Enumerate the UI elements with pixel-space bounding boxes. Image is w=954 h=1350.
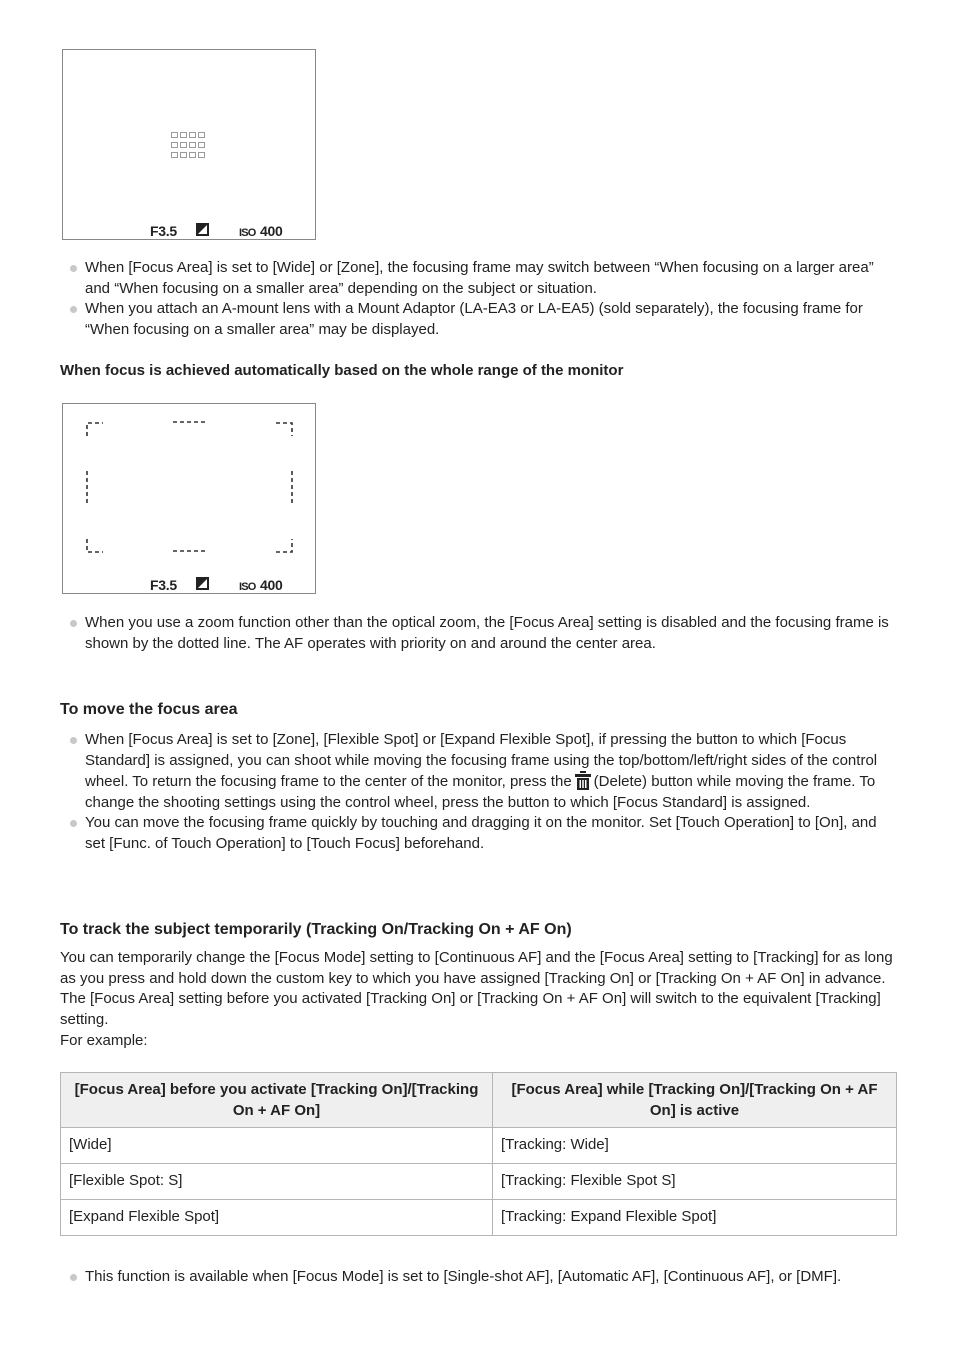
iso-value: 400 — [260, 577, 283, 593]
dotted-focus-frame — [63, 404, 315, 593]
move-focus-area-heading: To move the focus area — [60, 701, 238, 718]
move-text-after-icon: (Delete) button while moving the frame. To change the shooting settings using the control wheel, press the button to which [Focus Standard] is assigned. — [85, 773, 876, 811]
availability-note — [60, 1267, 896, 1288]
table-cell: [Wide] — [61, 1128, 493, 1164]
monitor-figure-small-area — [62, 49, 316, 240]
list-item: When you attach an A-mount lens with a Mount Adaptor (LA-EA3 or LA-EA5) (sold separately), the focusing frame for “When focusing on a smaller area” may be displayed. — [60, 299, 896, 340]
iso-value: 400 — [260, 223, 283, 239]
table-cell: [Tracking: Expand Flexible Spot] — [493, 1200, 897, 1236]
zoom-notes — [60, 613, 896, 654]
move-text-before-icon: When [Focus Area] is set to [Zone], [Flexible Spot] or [Expand Flexible Spot], if pressing the button to which [Focus Standard] is assigned, you can shoot while moving the focusing frame using the top/bottom/left/right sides of the control wheel. To return the focusing frame to the center of the monitor, press the — [85, 731, 878, 790]
table-header-row — [61, 1073, 897, 1128]
fnumber-readout: F3.5 — [150, 577, 177, 593]
iso-label: ISO — [239, 581, 256, 593]
list-item: When [Focus Area] is set to [Wide] or [Zone], the focusing frame may switch between “When focusing on a larger area” and “When focusing on a smaller area” depending on the subject or situation. — [60, 258, 896, 299]
list-item: You can move the focusing frame quickly by touching and dragging it on the monitor. Set [Touch Operation] to [On], and set [Func. of Touch Operation] to [Touch Focus] beforehand. — [60, 813, 896, 854]
exposure-compensation-icon — [196, 577, 209, 590]
exposure-compensation-icon — [196, 223, 209, 236]
list-item: This function is available when [Focus Mode] is set to [Single-shot AF], [Automatic AF], [Continuous AF], or [DMF]. — [60, 1267, 896, 1288]
table-row — [61, 1200, 897, 1236]
tracking-table — [60, 1072, 897, 1236]
trash-icon — [575, 771, 591, 790]
table-cell: [Tracking: Wide] — [493, 1128, 897, 1164]
move-focus-area-list — [60, 730, 896, 854]
example-label: For example: — [60, 1032, 148, 1049]
track-paragraph: You can temporarily change the [Focus Mode] setting to [Continuous AF] and the [Focus Area] setting to [Tracking] for as long as you press and hold down the custom key to which you have assigned [Tracking On] or [Tracking On + AF On] in advance. The [Focus Area] setting before you activated [Tracking On] or [Tracking On + AF On] will switch to the equivalent [Tracking] setting. — [60, 949, 893, 1028]
table-cell: [Expand Flexible Spot] — [61, 1200, 493, 1236]
whole-range-heading: When focus is achieved automatically based on the whole range of the monitor — [60, 362, 624, 379]
fnumber-readout: F3.5 — [150, 223, 177, 239]
track-subject-heading: To track the subject temporarily (Tracking On/Tracking On + AF On) — [60, 921, 572, 938]
table-row — [61, 1164, 897, 1200]
list-item: When you use a zoom function other than the optical zoom, the [Focus Area] setting is disabled and the focusing frame is shown by the dotted line. The AF operates with priority on and around the center area. — [60, 613, 896, 654]
iso-label: ISO — [239, 227, 256, 239]
focus-frame-notes — [60, 258, 896, 340]
table-header-cell: [Focus Area] while [Tracking On]/[Tracking On + AF On] is active — [493, 1073, 897, 1128]
focus-points-grid-icon — [170, 131, 208, 161]
monitor-figure-whole-range — [62, 403, 316, 594]
table-cell: [Flexible Spot: S] — [61, 1164, 493, 1200]
table-header-cell: [Focus Area] before you activate [Tracking On]/[Tracking On + AF On] — [61, 1073, 493, 1128]
table-cell: [Tracking: Flexible Spot S] — [493, 1164, 897, 1200]
table-row — [61, 1128, 897, 1164]
list-item — [60, 730, 896, 813]
